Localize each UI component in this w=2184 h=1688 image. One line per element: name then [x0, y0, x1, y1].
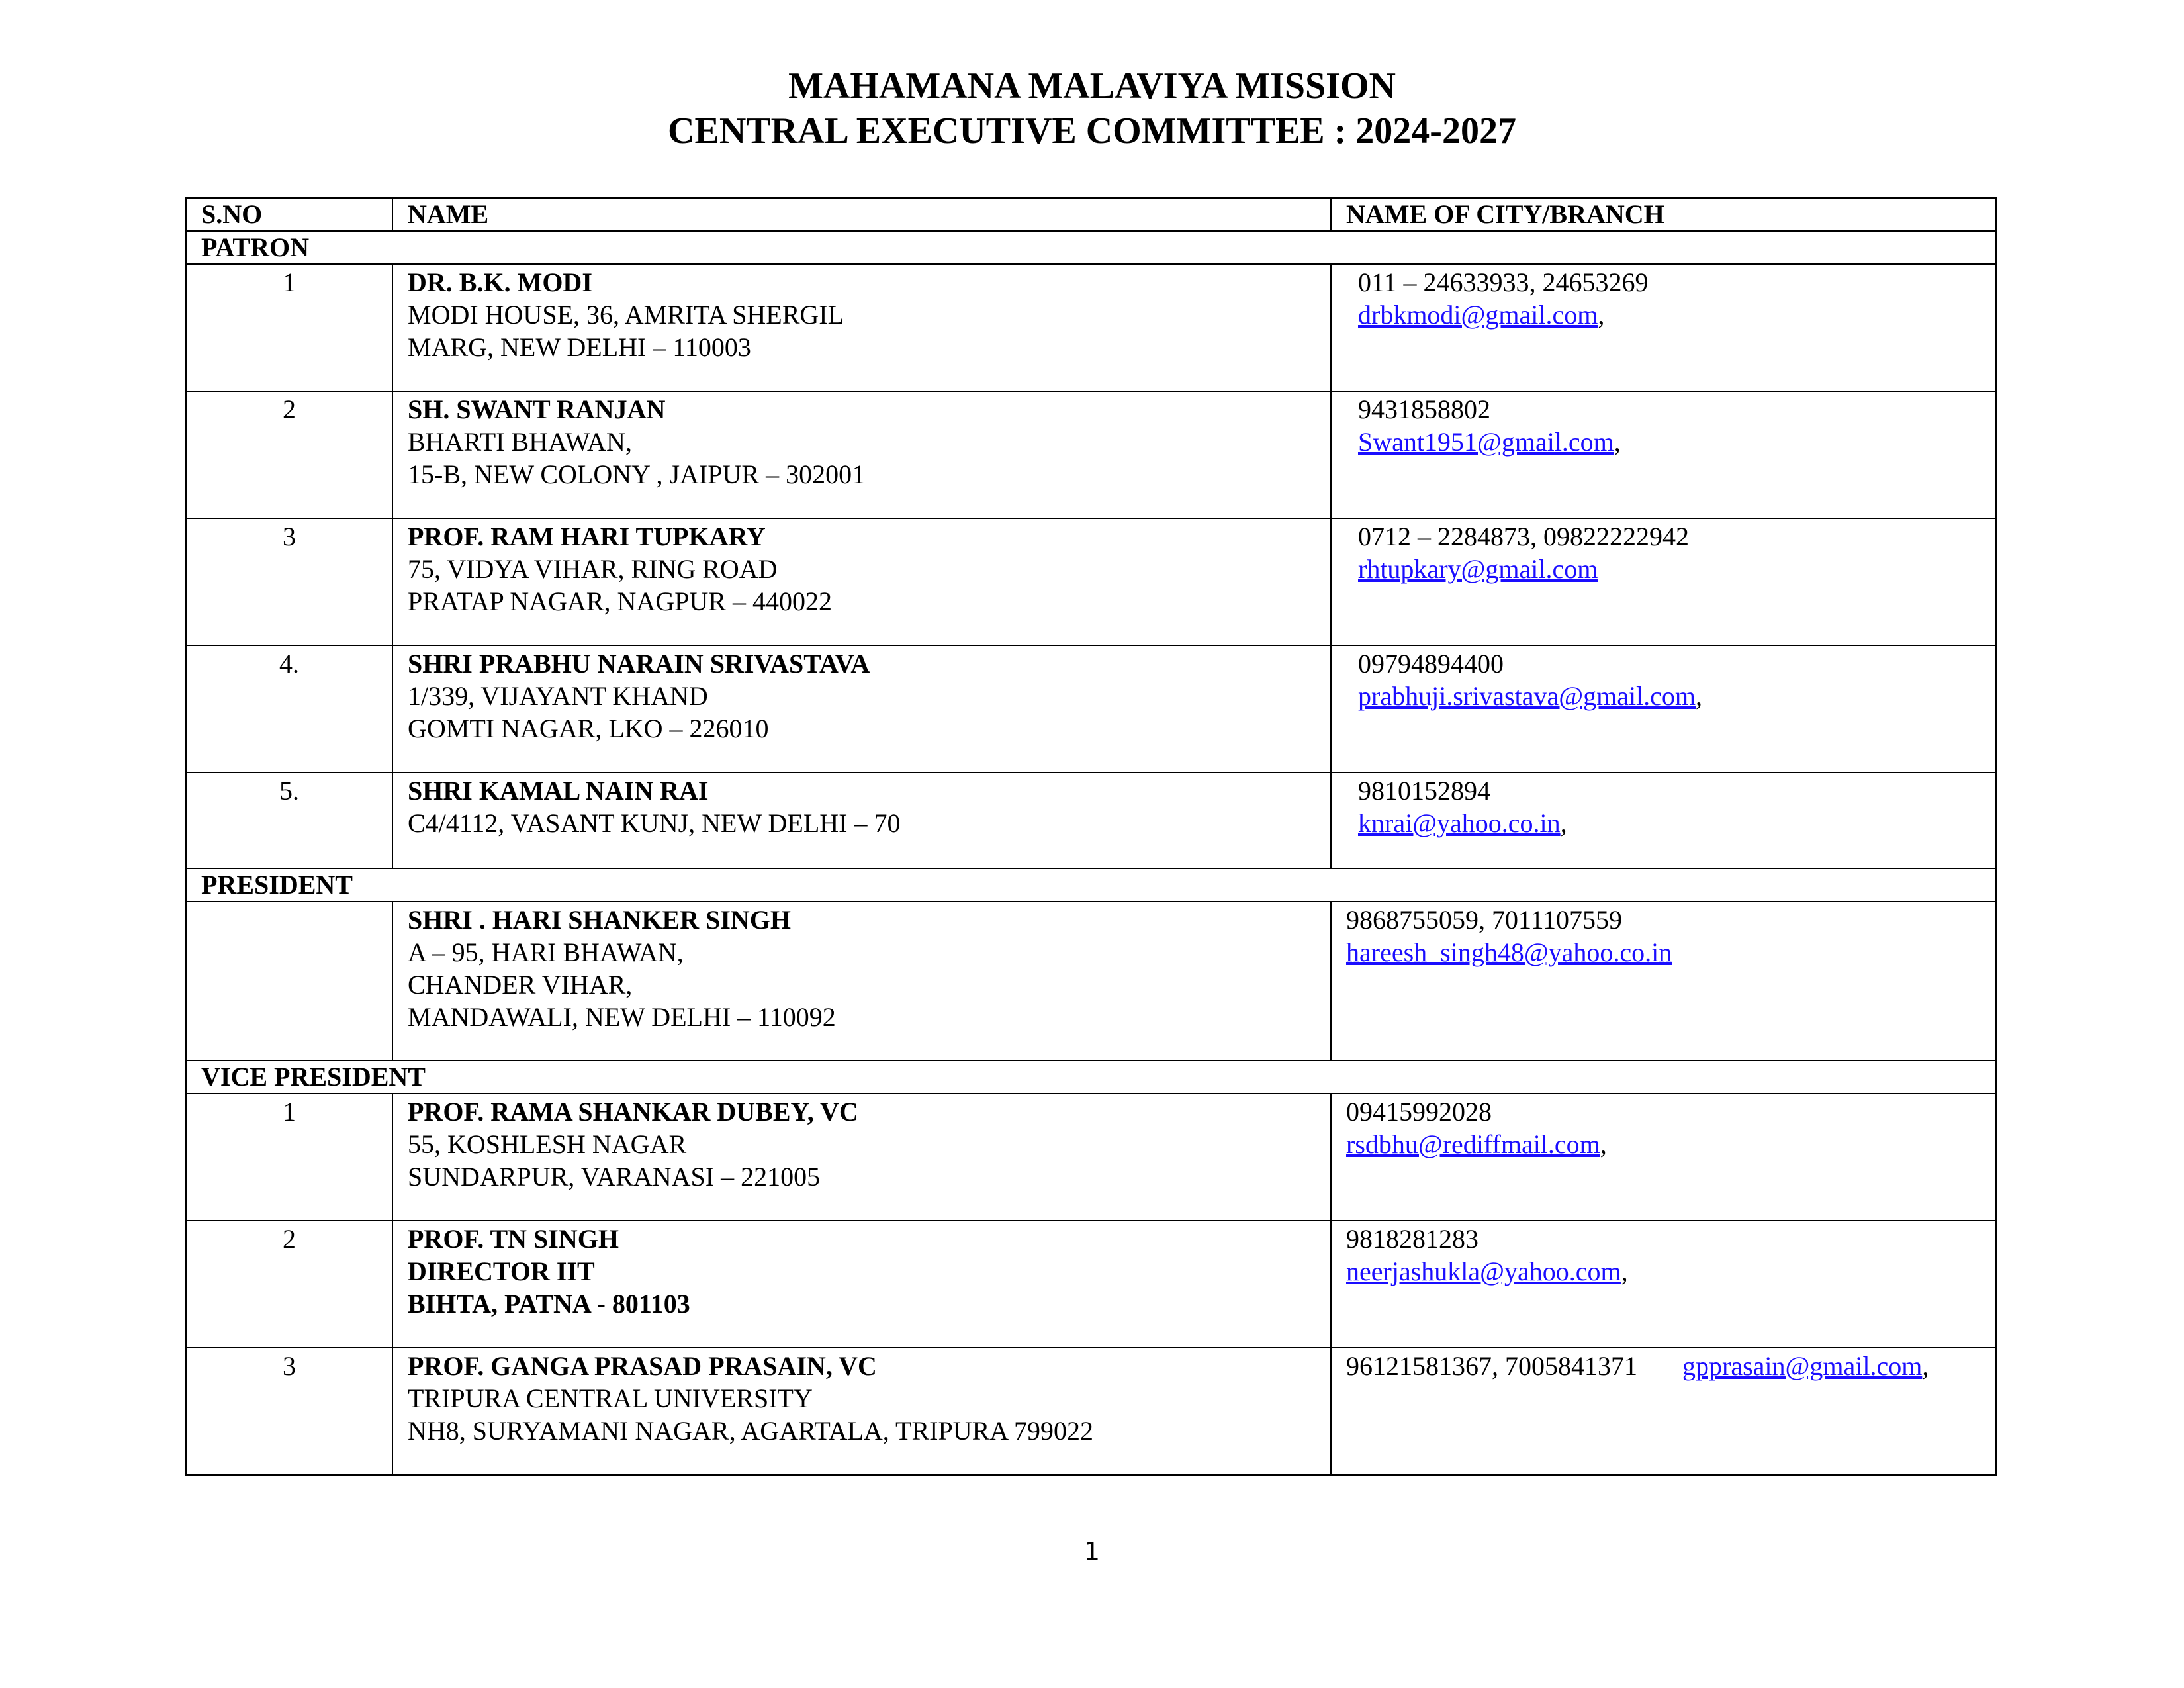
- row-name-cell: [392, 264, 1331, 391]
- phone-number: 011 – 24633933, 24653269: [1358, 267, 1649, 297]
- row-contact-cell: [1331, 264, 1996, 391]
- address-line: GOMTI NAGAR, LKO – 226010: [408, 714, 769, 743]
- page-number: 1: [1083, 1537, 1101, 1566]
- punctuation: ,: [1560, 808, 1567, 838]
- address-line: 55, KOSHLESH NAGAR: [408, 1129, 687, 1159]
- phone-number: 9818281283: [1346, 1224, 1479, 1254]
- row-name-cell: [392, 773, 1331, 868]
- phone-number: [1346, 1350, 1995, 1382]
- punctuation: ,: [1621, 1256, 1628, 1286]
- row-name-cell: [392, 902, 1331, 1060]
- table-row: [186, 902, 1996, 1060]
- row-sno: 2: [186, 1221, 392, 1348]
- table-row: [186, 391, 1996, 518]
- address-line: BHARTI BHAWAN,: [408, 427, 632, 457]
- row-contact-cell: [1331, 773, 1996, 868]
- table-row: [186, 1221, 1996, 1348]
- row-contact-cell: [1331, 645, 1996, 773]
- address-line: BIHTA, PATNA - 801103: [408, 1289, 690, 1319]
- address-line: MARG, NEW DELHI – 110003: [408, 332, 751, 362]
- punctuation: ,: [1696, 681, 1703, 711]
- member-name: PROF. RAM HARI TUPKARY: [408, 522, 766, 551]
- row-contact-cell: [1331, 902, 1996, 1060]
- document-title: MAHAMANA MALAVIYA MISSION: [788, 66, 1396, 107]
- row-name-cell: [392, 518, 1331, 645]
- member-name: PROF. GANGA PRASAD PRASAIN, VC: [408, 1351, 877, 1381]
- phone-number: 9431858802: [1358, 395, 1490, 424]
- member-name: DR. B.K. MODI: [408, 267, 592, 297]
- header-sno: S.NO: [186, 198, 392, 231]
- section-row-vice-president: [186, 1060, 1996, 1094]
- phone-number: 09415992028: [1346, 1097, 1492, 1127]
- table-row: [186, 518, 1996, 645]
- table-row: [186, 264, 1996, 391]
- section-label: PATRON: [186, 231, 1996, 264]
- committee-table: [185, 197, 1997, 1476]
- row-name-cell: [392, 1348, 1331, 1475]
- header-city: NAME OF CITY/BRANCH: [1331, 198, 1996, 231]
- row-contact-cell: [1331, 1348, 1996, 1475]
- address-line: TRIPURA CENTRAL UNIVERSITY: [408, 1383, 813, 1413]
- email-link[interactable]: Swant1951@gmail.com: [1358, 427, 1614, 457]
- row-sno: 4.: [186, 645, 392, 773]
- row-contact-cell: [1331, 1221, 1996, 1348]
- address-line: CHANDER VIHAR,: [408, 970, 633, 1000]
- section-row-president: [186, 868, 1996, 902]
- address-line: MODI HOUSE, 36, AMRITA SHERGIL: [408, 300, 844, 330]
- address-line: A – 95, HARI BHAWAN,: [408, 937, 684, 967]
- email-link[interactable]: drbkmodi@gmail.com: [1358, 300, 1598, 330]
- section-label: VICE PRESIDENT: [186, 1060, 1996, 1094]
- address-line: NH8, SURYAMANI NAGAR, AGARTALA, TRIPURA 799022: [408, 1416, 1093, 1446]
- member-name: PROF. RAMA SHANKAR DUBEY, VC: [408, 1097, 858, 1127]
- punctuation: ,: [1614, 427, 1621, 457]
- address-line: DIRECTOR IIT: [408, 1256, 595, 1286]
- phone-number: 0712 – 2284873, 09822222942: [1358, 522, 1689, 551]
- table-row: [186, 645, 1996, 773]
- row-sno: 5.: [186, 773, 392, 868]
- row-contact-cell: [1331, 391, 1996, 518]
- phone-number: 9810152894: [1358, 776, 1490, 806]
- section-row-patron: [186, 231, 1996, 264]
- document-subtitle: CENTRAL EXECUTIVE COMMITTEE : 2024-2027: [668, 111, 1516, 152]
- member-name: PROF. TN SINGH: [408, 1224, 619, 1254]
- email-link[interactable]: rhtupkary@gmail.com: [1358, 554, 1598, 584]
- email-link[interactable]: neerjashukla@yahoo.com: [1346, 1256, 1621, 1286]
- row-name-cell: [392, 645, 1331, 773]
- member-name: SHRI PRABHU NARAIN SRIVASTAVA: [408, 649, 870, 679]
- address-line: PRATAP NAGAR, NAGPUR – 440022: [408, 586, 832, 616]
- row-sno: 3: [186, 518, 392, 645]
- address-line: C4/4112, VASANT KUNJ, NEW DELHI – 70: [408, 808, 901, 838]
- phone-number: 09794894400: [1358, 649, 1504, 679]
- member-name: SH. SWANT RANJAN: [408, 395, 666, 424]
- email-link[interactable]: hareesh_singh48@yahoo.co.in: [1346, 937, 1672, 967]
- row-contact-cell: [1331, 1094, 1996, 1221]
- row-sno: 1: [186, 1094, 392, 1221]
- punctuation: ,: [1598, 300, 1605, 330]
- address-line: 75, VIDYA VIHAR, RING ROAD: [408, 554, 778, 584]
- email-link[interactable]: knrai@yahoo.co.in: [1358, 808, 1561, 838]
- section-label: PRESIDENT: [186, 868, 1996, 902]
- row-sno: 1: [186, 264, 392, 391]
- phone-number: 9868755059, 7011107559: [1346, 905, 1623, 935]
- email-link[interactable]: rsdbhu@rediffmail.com: [1346, 1129, 1600, 1159]
- table-row: [186, 773, 1996, 868]
- row-contact-cell: [1331, 518, 1996, 645]
- row-sno: [186, 902, 392, 1060]
- phone-text: 96121581367, 7005841371: [1346, 1351, 1637, 1381]
- member-name: SHRI KAMAL NAIN RAI: [408, 776, 709, 806]
- email-link[interactable]: prabhuji.srivastava@gmail.com: [1358, 681, 1696, 711]
- member-name: SHRI . HARI SHANKER SINGH: [408, 905, 792, 935]
- punctuation: ,: [1600, 1129, 1607, 1159]
- row-name-cell: [392, 1094, 1331, 1221]
- address-line: MANDAWALI, NEW DELHI – 110092: [408, 1002, 836, 1032]
- address-line: 15-B, NEW COLONY , JAIPUR – 302001: [408, 459, 866, 489]
- table-row: [186, 1094, 1996, 1221]
- row-sno: 2: [186, 391, 392, 518]
- table-header-row: [186, 198, 1996, 231]
- address-line: 1/339, VIJAYANT KHAND: [408, 681, 708, 711]
- row-sno: 3: [186, 1348, 392, 1475]
- address-line: SUNDARPUR, VARANASI – 221005: [408, 1162, 821, 1192]
- table-row: [186, 1348, 1996, 1475]
- header-name: NAME: [392, 198, 1331, 231]
- row-name-cell: [392, 1221, 1331, 1348]
- row-name-cell: [392, 391, 1331, 518]
- punctuation: ,: [1922, 1351, 1929, 1381]
- email-link[interactable]: gpprasain@gmail.com: [1682, 1351, 1923, 1381]
